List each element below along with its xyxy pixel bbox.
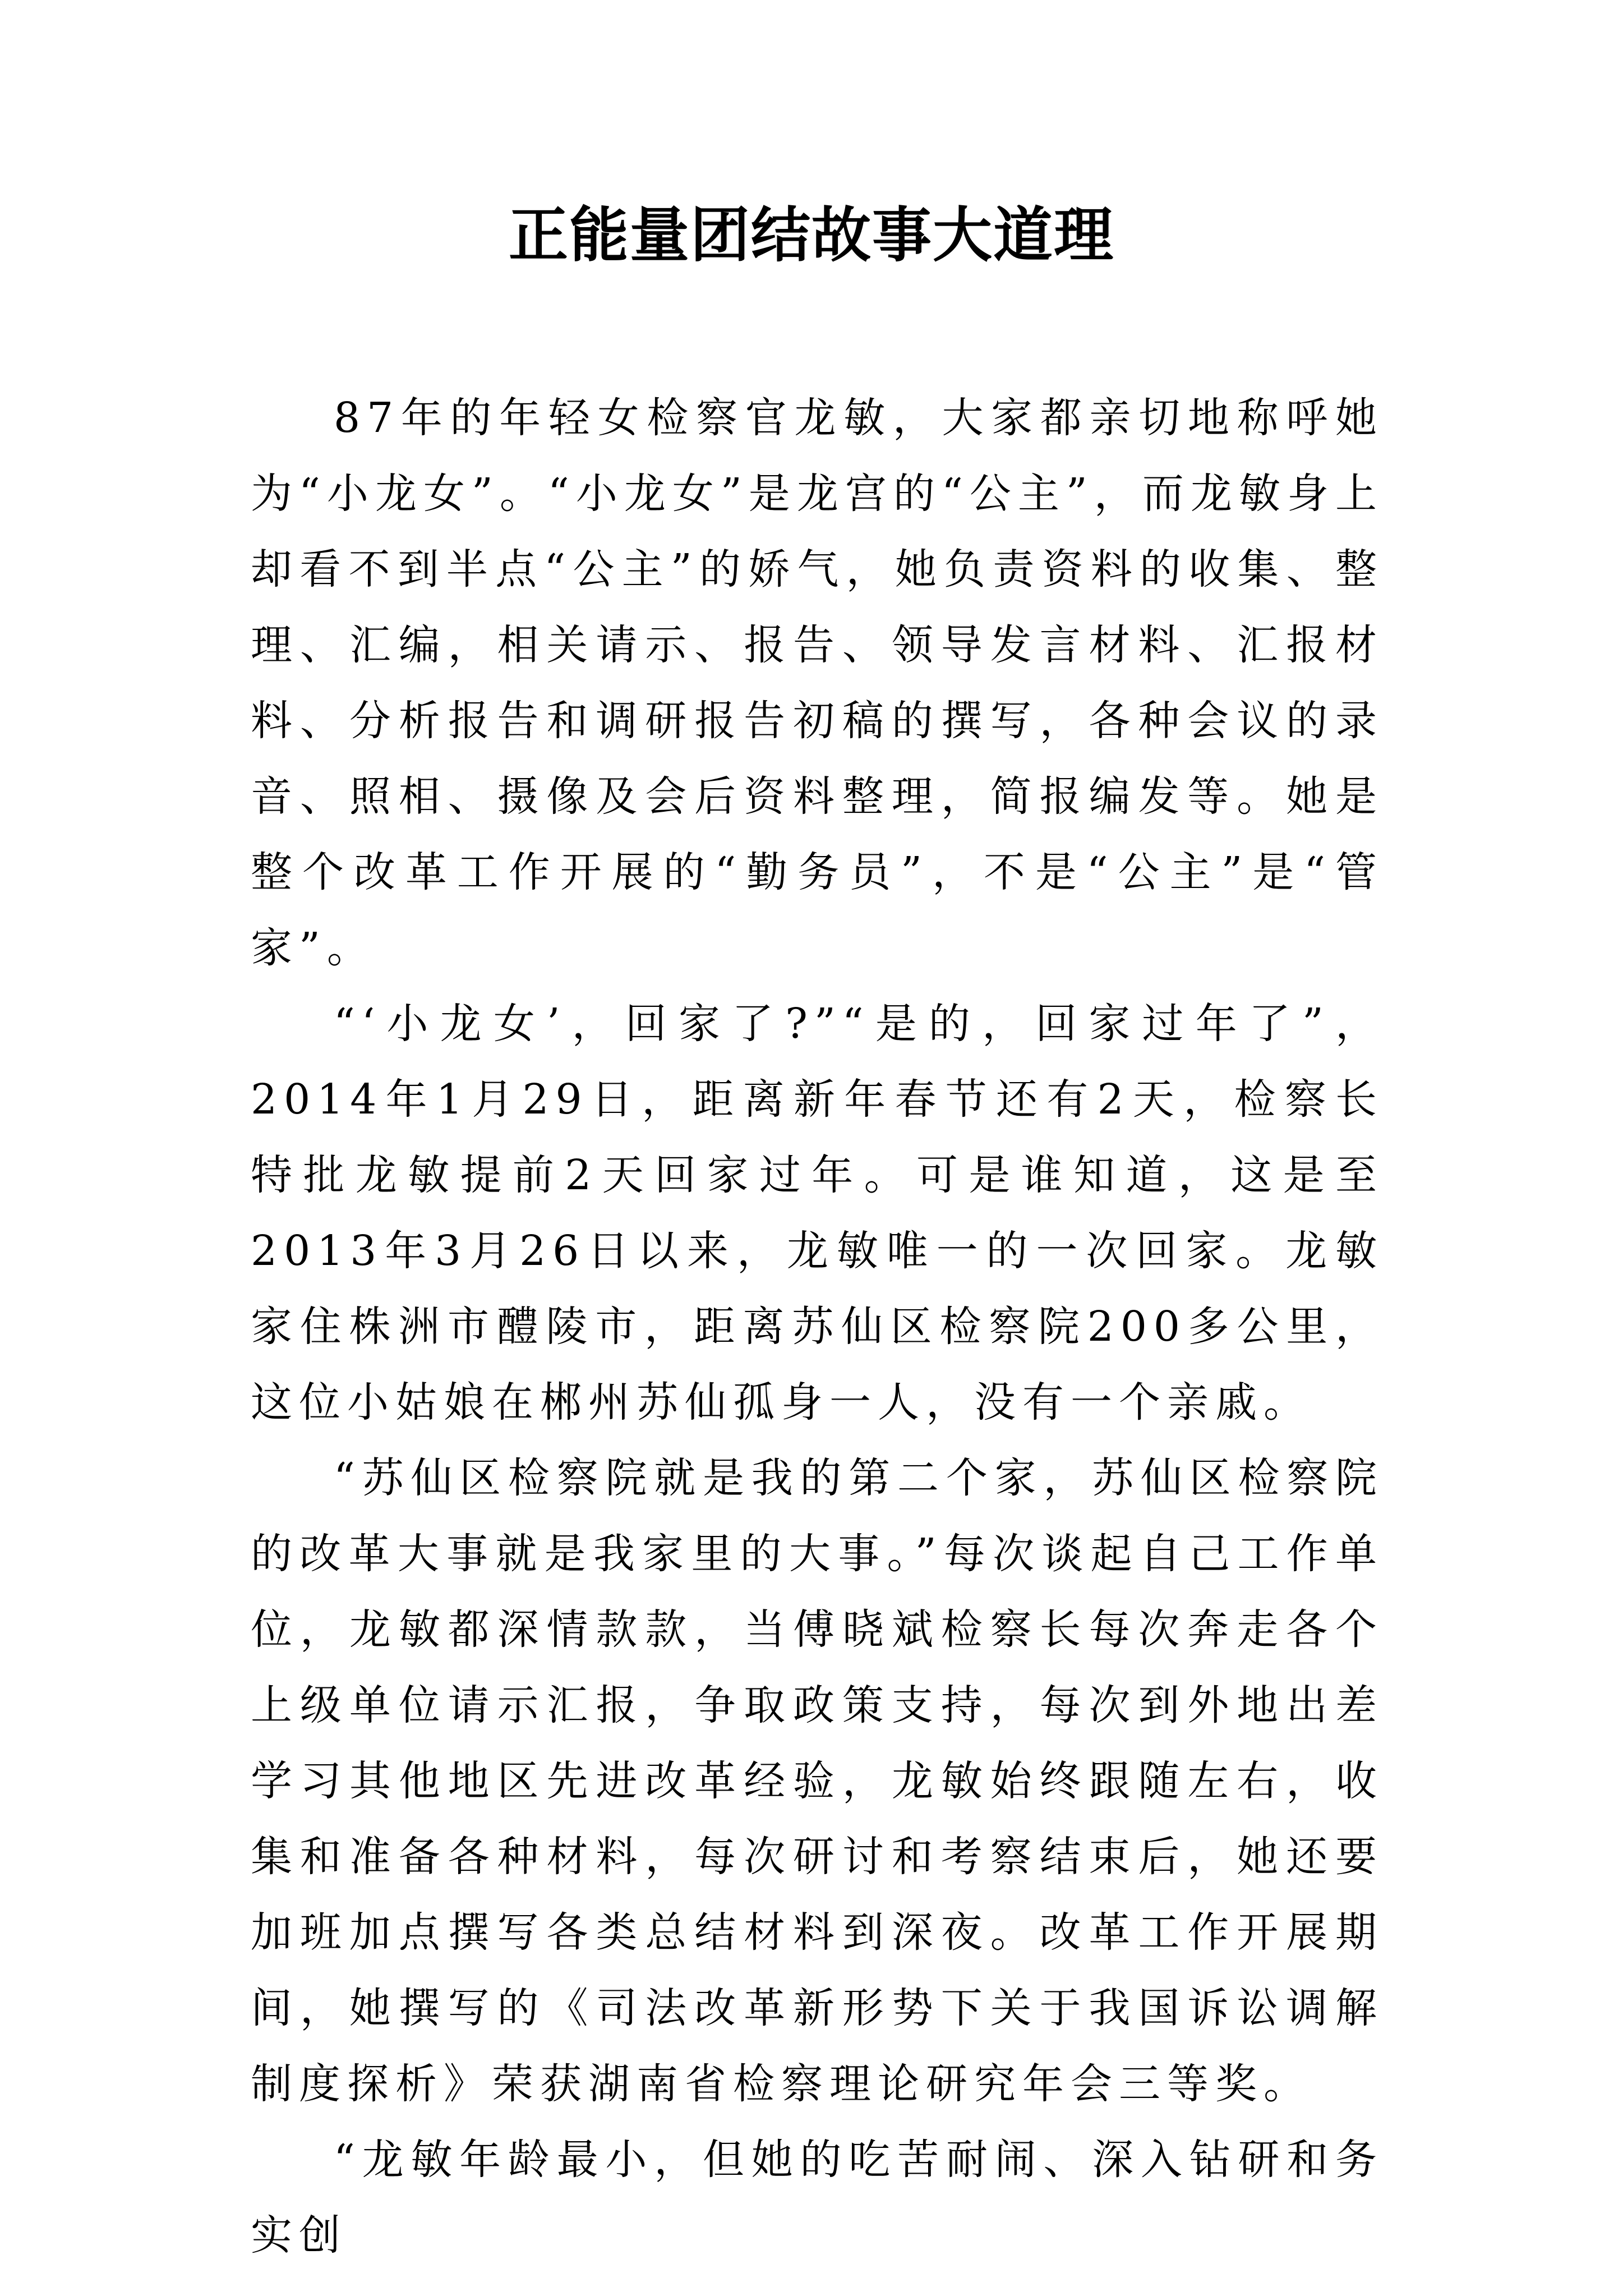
document-body bbox=[251, 380, 1384, 2274]
paragraph-1: 87年的年轻女检察官龙敏，大家都亲切地称呼她为“小龙女”。“小龙女”是龙宫的“公主”，而龙敏身上却看不到半点“公主”的娇气，她负责资料的收集、整理、汇编，相关请示、报告、领导发言材料、汇报材料、分析报告和调研报告初稿的撰写，各种会议的录音、照相、摄像及会后资料整理，简报编发等。她是整个改革工作开展的“勤务员”，不是“公主”是“管家”。 bbox=[251, 394, 1384, 972]
paragraph-4: “龙敏年龄最小，但她的吃苦耐闹、深入钻研和务实创 bbox=[251, 2136, 1384, 2260]
paragraph-3: “苏仙区检察院就是我的第二个家，苏仙区检察院的改革大事就是我家里的大事。”每次谈起自己工作单位，龙敏都深情款款，当傅晓斌检察长每次奔走各个上级单位请示汇报，争取政策支持，每次到外地出差学习其他地区先进改革经验，龙敏始终跟随左右，收集和准备各种材料，每次研讨和考察结束后，她还要加班加点撰写各类总结材料到深夜。改革工作开展期间，她撰写的《司法改革新形势下关于我国诉讼调解制度探析》荣获湖南省检察理论研究年会三等奖。 bbox=[251, 1454, 1384, 2108]
paragraph-2: “‘小龙女’，回家了?”“是的，回家过年了”，2014年1月29日，距离新年春节还有2天，检察长特批龙敏提前2天回家过年。可是谁知道，这是至2013年3月26日以来，龙敏唯一的一次回家。龙敏家住株洲市醴陵市，距离苏仙区检察院200多公里，这位小姑娘在郴州苏仙孤身一人，没有一个亲戚。 bbox=[251, 1000, 1384, 1427]
document-title: 正能量团结故事大道理 bbox=[509, 201, 1114, 270]
